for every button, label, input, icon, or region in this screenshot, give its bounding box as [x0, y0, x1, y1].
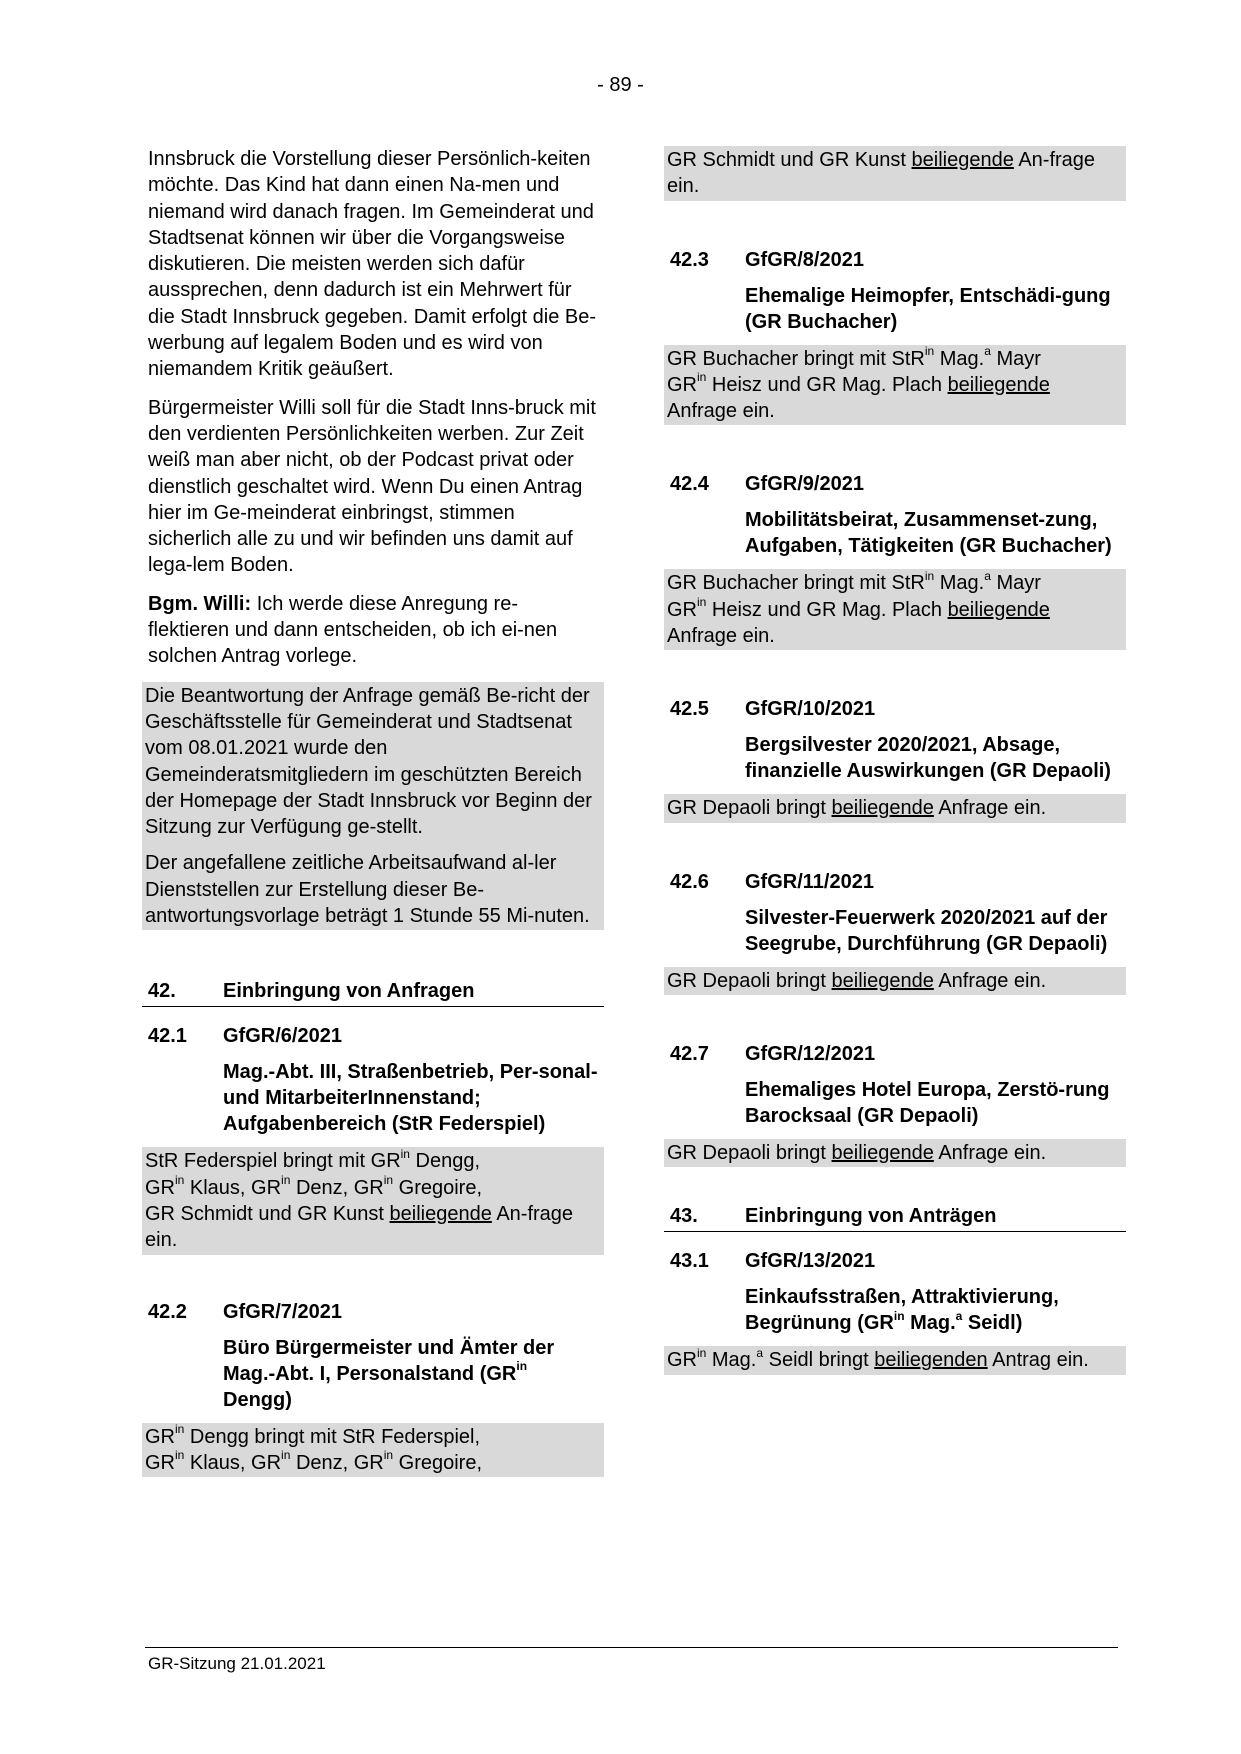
- item-title: Mag.-Abt. III, Straßenbetrieb, Per-sonal- und MitarbeiterInnenstand; Aufgabenbereich (StR Federspiel): [223, 1061, 598, 1136]
- item-text-box: [664, 569, 1126, 650]
- item-text: GR Buchacher bringt mit StR$^{in}$ Mag.$^a$ Mayr $GR^{in}$ Heisz und GR Mag. Plach beiliegende Anfrage ein.: [667, 343, 1050, 423]
- section-title: Einbringung von Anfragen: [223, 980, 475, 1003]
- item-42-7: [667, 1041, 1123, 1167]
- page-footer: [145, 1647, 1118, 1674]
- speaker-name: Bgm. Willi:: [148, 592, 252, 615]
- item-code: GfGR/7/2021: [223, 1300, 342, 1323]
- section-number: 42.: [148, 980, 176, 1003]
- answer-note-box: [142, 682, 604, 931]
- item-42-5: [667, 696, 1123, 822]
- item-text-box: [142, 1423, 604, 1478]
- item-text: GR Depaoli bringt beiliegende Anfrage ein.: [667, 1141, 1047, 1164]
- enclosure-link: beiliegende: [831, 969, 934, 992]
- left-column: [145, 146, 601, 1489]
- item-heading: [667, 696, 1123, 722]
- continued-text: GR Schmidt und GR Kunst beiliegende An-frage ein.: [667, 149, 1096, 198]
- item-code: GfGR/11/2021: [745, 870, 874, 893]
- paragraph: Innsbruck die Vorstellung dieser Persönlich-keiten möchte. Das Kind hat dann einen Na-men und niemand wird danach fragen. Im Gemeinderat und Stadtsenat können wir über die Vorgangsweise diskutieren. Die meisten werden sich dafür aussprechen, denn dadurch ist ein Mehrwert für die Stadt Innsbruck gegeben. Damit erfolgt die Be-werbung auf legalem Boden und es wird von niemandem Kritik geäußert.: [148, 148, 597, 381]
- item-42-3: [667, 247, 1123, 426]
- item-heading: [145, 1023, 601, 1049]
- item-number: 42.5: [670, 698, 709, 721]
- item-number: 42.1: [148, 1025, 187, 1048]
- enclosure-link: beiliegende: [947, 598, 1050, 621]
- item-42-1: [145, 1023, 601, 1254]
- item-text: GR Depaoli bringt beiliegende Anfrage ein.: [667, 969, 1047, 992]
- item-text-box: [664, 967, 1126, 995]
- item-42-4: [667, 471, 1123, 650]
- item-code: GfGR/13/2021: [745, 1250, 876, 1273]
- footer-text: GR-Sitzung 21.01.2021: [148, 1654, 326, 1673]
- item-code: GfGR/8/2021: [745, 248, 864, 271]
- enclosure-link: beiliegende: [831, 1141, 934, 1164]
- item-heading: [667, 869, 1123, 895]
- item-title: Einkaufsstraßen, Attraktivierung, Begrünung ($GR^{in}$ Mag.$^a$ Seidl): [745, 1286, 1059, 1335]
- paragraph: [145, 591, 601, 670]
- item-text-box: [664, 794, 1126, 822]
- right-column: [667, 146, 1123, 1387]
- item-number: 42.6: [670, 870, 709, 893]
- item-text-box: [664, 345, 1126, 426]
- speaker-text: Ich werde diese Anregung re-flektieren und dann entscheiden, ob ich ei-nen solchen Antrag vorlege.: [148, 592, 558, 668]
- item-text: GR Depaoli bringt beiliegende Anfrage ein.: [667, 797, 1047, 820]
- effort-note: Der angefallene zeitliche Arbeitsaufwand al-ler Dienststellen zur Erstellung dieser Be-antwortungsvorlage beträgt 1 Stunde 55 Mi-nuten.: [145, 852, 590, 928]
- item-text-box: [664, 1139, 1126, 1167]
- section-42: [145, 978, 601, 1007]
- section-heading: [142, 978, 604, 1007]
- item-text: StR Federspiel bringt mit $GR^{in}$ Dengg, $GR^{in}$ Klaus, $GR^{in}$ Denz, $GR^{in}$ Gregoire, GR Schmidt und GR Kunst beiliegende An-frage ein.: [145, 1146, 574, 1252]
- enclosure-link: beiliegende: [911, 149, 1014, 171]
- item-code: GfGR/9/2021: [745, 473, 864, 496]
- enclosure-link: beiliegende: [947, 373, 1050, 396]
- continued-text-box: [664, 146, 1126, 201]
- item-title: Ehemalige Heimopfer, Entschädi-gung (GR Buchacher): [745, 284, 1111, 333]
- item-number: 42.3: [670, 248, 709, 271]
- item-code: GfGR/12/2021: [745, 1042, 876, 1065]
- item-number: 43.1: [670, 1250, 709, 1273]
- section-heading: [664, 1203, 1126, 1232]
- item-heading: [667, 247, 1123, 273]
- item-42-2: [145, 1299, 601, 1478]
- item-heading: [667, 471, 1123, 497]
- item-heading: [667, 1041, 1123, 1067]
- item-title: Mobilitätsbeirat, Zusammenset-zung, Aufgaben, Tätigkeiten (GR Buchacher): [745, 509, 1112, 558]
- paragraph: Bürgermeister Willi soll für die Stadt Inns-bruck mit den verdienten Persönlichkeiten werben. Zur Zeit weiß man aber nicht, ob der Podcast privat oder dienstlich geschaltet wird. Wenn Du einen Antrag hier im Ge-meinderat einbringst, stimmen sicherlich alle zu und wir befinden uns damit auf lega-lem Boden.: [148, 396, 596, 577]
- item-number: 42.4: [670, 473, 709, 496]
- item-number: 42.2: [148, 1300, 187, 1323]
- item-number: 42.7: [670, 1042, 709, 1065]
- item-text: $GR^{in}$ Dengg bringt mit StR Federspiel, $GR^{in}$ Klaus, $GR^{in}$ Denz, $GR^{in}$ Gregoire,: [145, 1421, 483, 1474]
- enclosure-link: beiliegenden: [874, 1349, 988, 1372]
- answer-note: Die Beantwortung der Anfrage gemäß Be-richt der Geschäftsstelle für Gemeinderat und Stadtsenat vom 08.01.2021 wurde den Gemeinderatsmitgliedern im geschützten Bereich der Homepage der Stadt Innsbruck vor Beginn der Sitzung zur Verfügung ge-stellt.: [145, 684, 592, 839]
- enclosure-link: beiliegende: [831, 797, 934, 820]
- item-title: Bergsilvester 2020/2021, Absage, finanzielle Auswirkungen (GR Depaoli): [745, 734, 1111, 783]
- page-number: - 89 -: [597, 74, 644, 96]
- item-text-box: [664, 1346, 1126, 1374]
- section-number: 43.: [670, 1205, 698, 1228]
- enclosure-link: beiliegende: [389, 1202, 492, 1225]
- item-title: Ehemaliges Hotel Europa, Zerstö-rung Barocksaal (GR Depaoli): [745, 1078, 1110, 1127]
- item-code: GfGR/10/2021: [745, 698, 876, 721]
- item-text: GR Buchacher bringt mit StR$^{in}$ Mag.$^a$ Mayr $GR^{in}$ Heisz und GR Mag. Plach beiliegende Anfrage ein.: [667, 568, 1050, 648]
- item-text-box: [142, 1147, 604, 1254]
- section-title: Einbringung von Anträgen: [745, 1205, 997, 1228]
- item-code: GfGR/6/2021: [223, 1025, 342, 1048]
- item-title: Silvester-Feuerwerk 2020/2021 auf der Seegrube, Durchführung (GR Depaoli): [745, 906, 1108, 955]
- item-43-1: [667, 1248, 1123, 1374]
- item-42-6: [667, 869, 1123, 995]
- item-text: $GR^{in}$ Mag.$^a$ Seidl bringt beiliegenden Antrag ein.: [667, 1345, 1089, 1372]
- section-43: [667, 1203, 1123, 1232]
- item-title: Büro Bürgermeister und Ämter der Mag.-Abt. I, Personalstand ($GR^{in}$ Dengg): [223, 1336, 555, 1411]
- item-heading: [667, 1248, 1123, 1274]
- item-heading: [145, 1299, 601, 1325]
